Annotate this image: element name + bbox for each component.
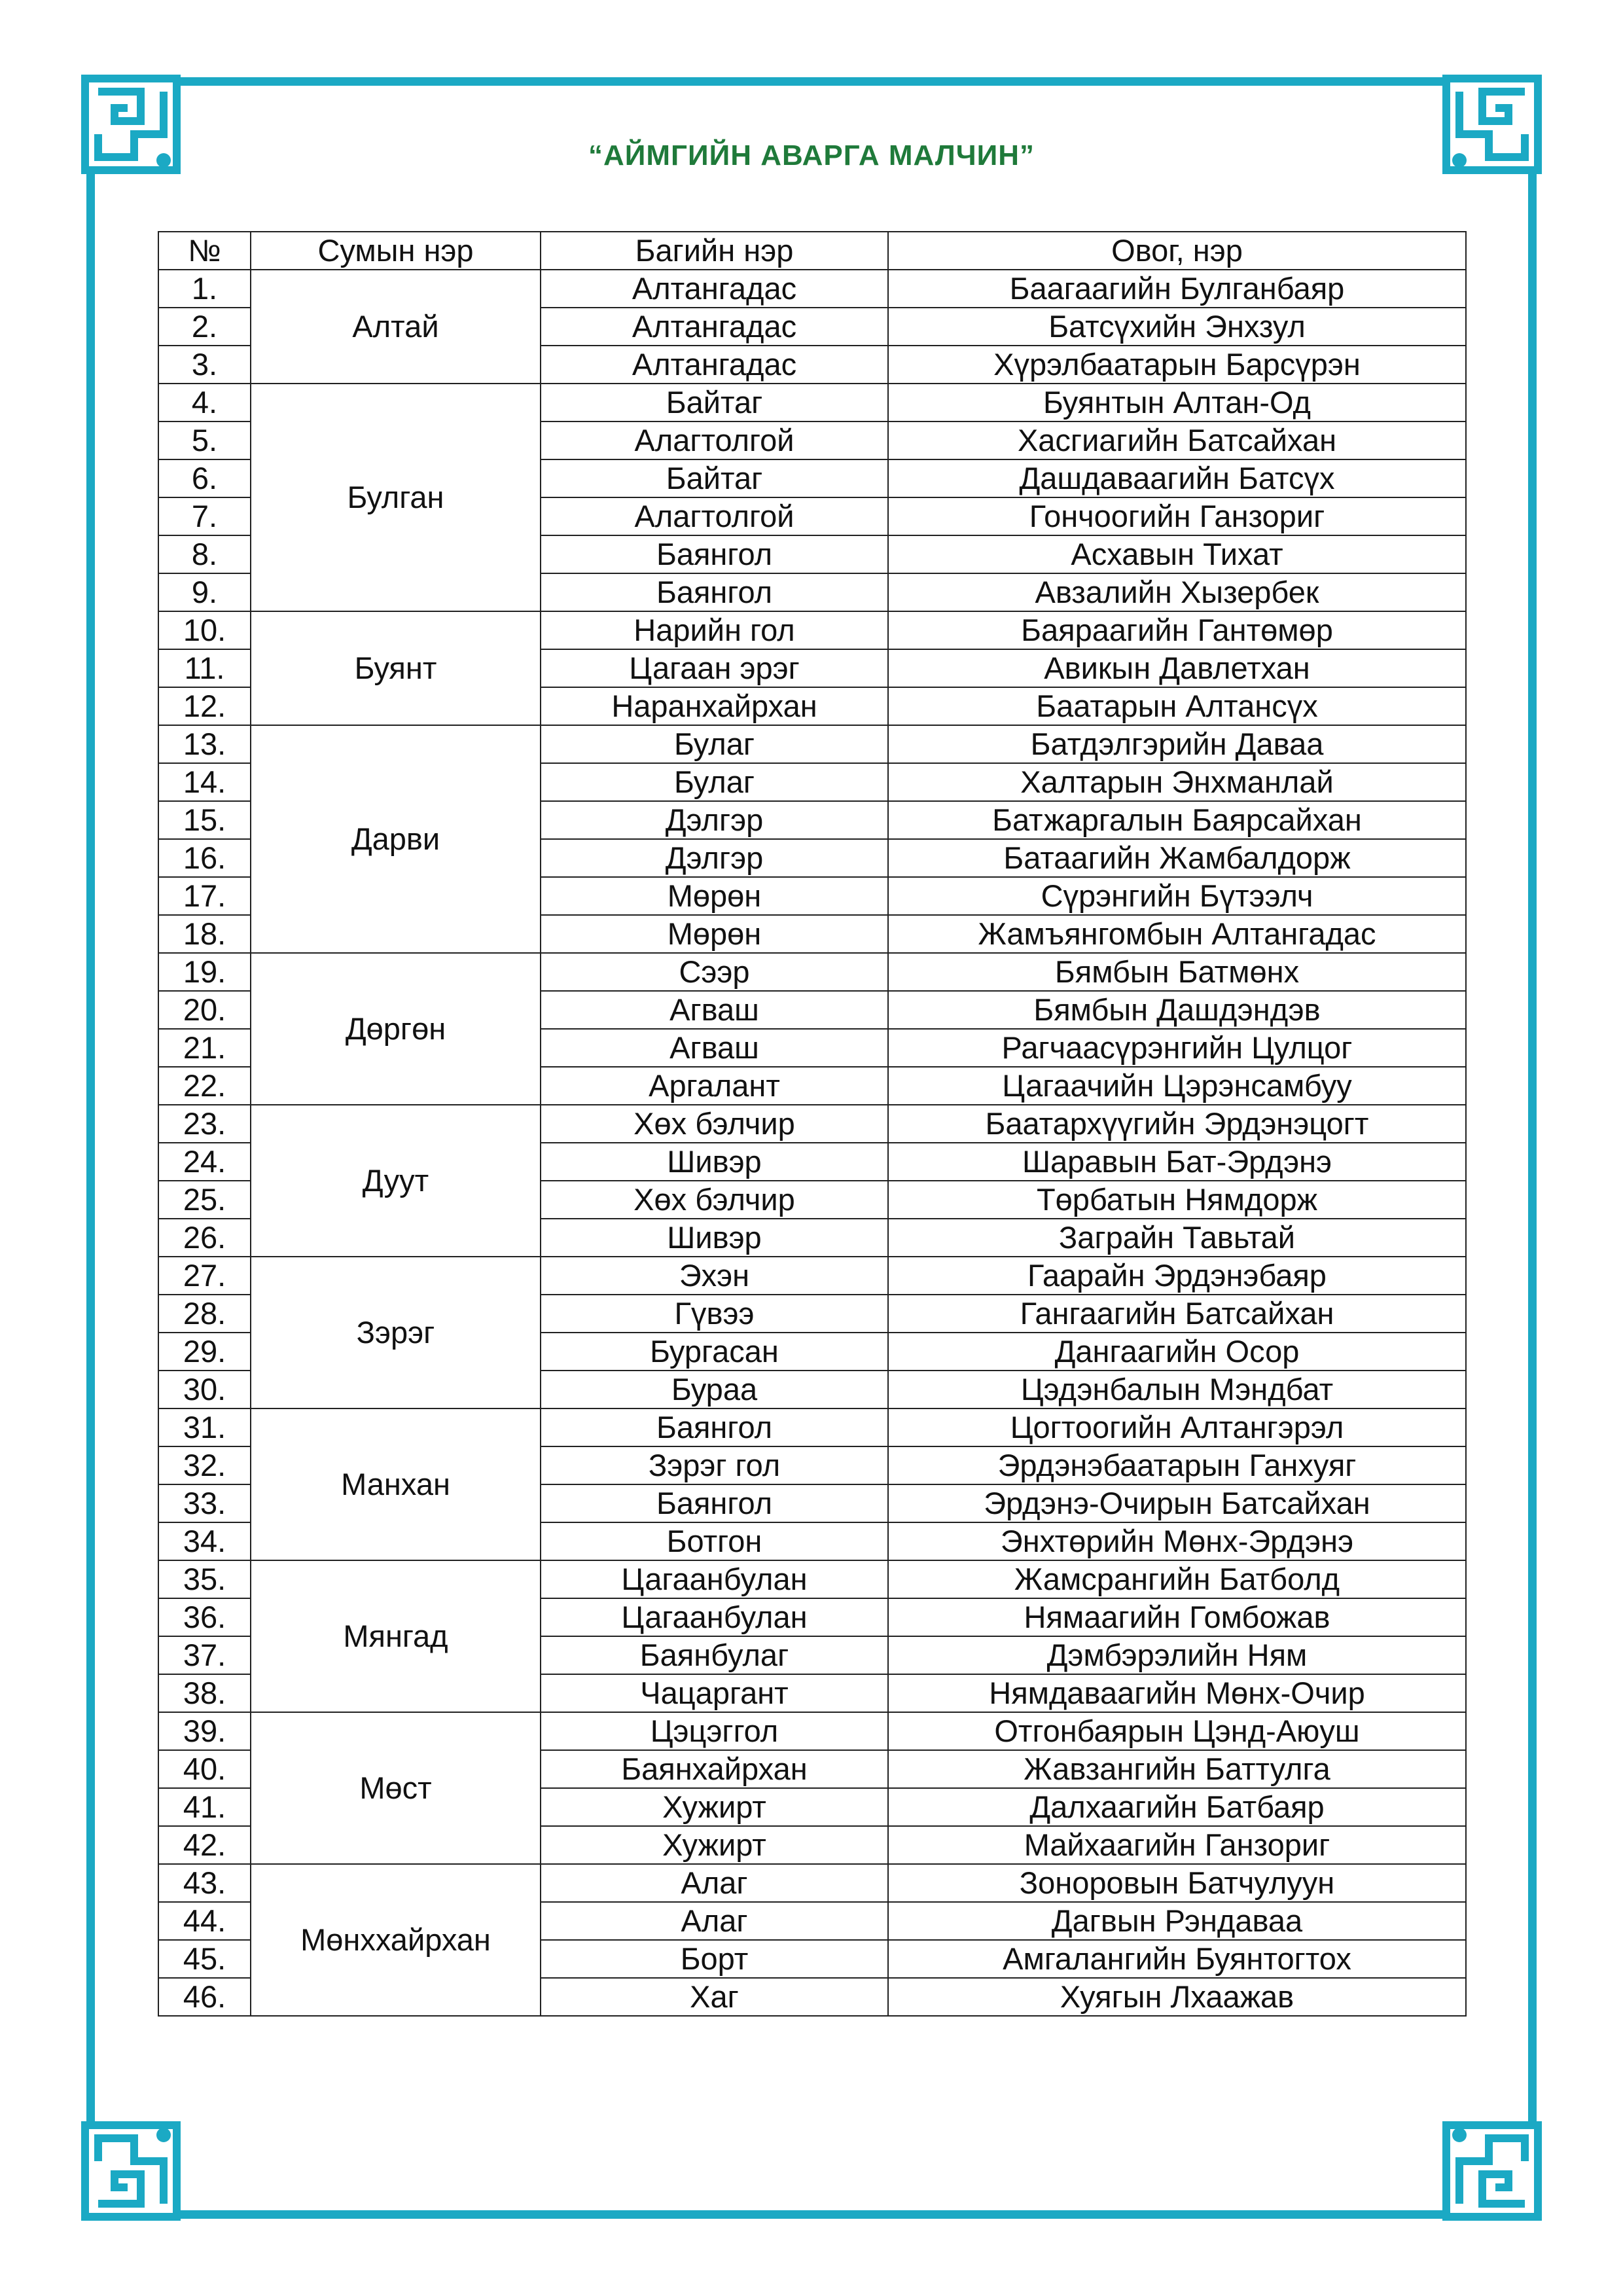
bag-name-cell: Зэрэг гол xyxy=(541,1446,888,1484)
herder-name-cell: Гангаагийн Батсайхан xyxy=(888,1295,1466,1333)
herder-name-cell: Асхавын Тихат xyxy=(888,535,1466,573)
herder-name-cell: Рагчаасүрэнгийн Цулцог xyxy=(888,1029,1466,1067)
bag-name-cell: Цагаанбулан xyxy=(541,1598,888,1636)
bag-name-cell: Хөх бэлчир xyxy=(541,1105,888,1143)
herder-name-cell: Отгонбаярын Цэнд-Аюуш xyxy=(888,1712,1466,1750)
row-number: 6. xyxy=(158,459,251,497)
row-number: 11. xyxy=(158,649,251,687)
bag-name-cell: Цагаан эрэг xyxy=(541,649,888,687)
herder-name-cell: Жамъянгомбын Алтангадас xyxy=(888,915,1466,953)
table-row xyxy=(158,270,1466,308)
bag-name-cell: Хөх бэлчир xyxy=(541,1181,888,1219)
bag-name-cell: Баянгол xyxy=(541,535,888,573)
bag-name-cell: Алтангадас xyxy=(541,270,888,308)
bag-name-cell: Алтангадас xyxy=(541,308,888,346)
herder-name-cell: Цогтоогийн Алтангэрэл xyxy=(888,1408,1466,1446)
sum-name-cell: Зэрэг xyxy=(251,1257,541,1408)
bag-name-cell: Хужирт xyxy=(541,1788,888,1826)
row-number: 16. xyxy=(158,839,251,877)
row-number: 43. xyxy=(158,1864,251,1902)
bag-name-cell: Булаг xyxy=(541,725,888,763)
bag-name-cell: Баянбулаг xyxy=(541,1636,888,1674)
row-number: 26. xyxy=(158,1219,251,1257)
row-number: 13. xyxy=(158,725,251,763)
herder-name-cell: Буянтын Алтан-Од xyxy=(888,384,1466,422)
herder-name-cell: Жамсрангийн Батболд xyxy=(888,1560,1466,1598)
row-number: 20. xyxy=(158,991,251,1029)
bag-name-cell: Цагаанбулан xyxy=(541,1560,888,1598)
row-number: 39. xyxy=(158,1712,251,1750)
bag-name-cell: Баянгол xyxy=(541,1408,888,1446)
sum-name-cell: Мөст xyxy=(251,1712,541,1864)
herder-name-cell: Баяраагийн Гантөмөр xyxy=(888,611,1466,649)
table-header-row xyxy=(158,232,1466,270)
row-number: 36. xyxy=(158,1598,251,1636)
bag-name-cell: Мөрөн xyxy=(541,877,888,915)
herder-name-cell: Бямбын Дашдэндэв xyxy=(888,991,1466,1029)
herder-name-cell: Зоноровын Батчулуун xyxy=(888,1864,1466,1902)
row-number: 5. xyxy=(158,422,251,459)
bag-name-cell: Алтангадас xyxy=(541,346,888,384)
herder-name-cell: Дангаагийн Осор xyxy=(888,1333,1466,1371)
herder-name-cell: Цэдэнбалын Мэндбат xyxy=(888,1371,1466,1408)
bag-name-cell: Мөрөн xyxy=(541,915,888,953)
table-row xyxy=(158,1560,1466,1598)
bag-name-cell: Борт xyxy=(541,1940,888,1978)
herder-name-cell: Далхаагийн Батбаяр xyxy=(888,1788,1466,1826)
row-number: 46. xyxy=(158,1978,251,2016)
row-number: 42. xyxy=(158,1826,251,1864)
row-number: 2. xyxy=(158,308,251,346)
bag-name-cell: Эхэн xyxy=(541,1257,888,1295)
bag-name-cell: Алагтолгой xyxy=(541,422,888,459)
row-number: 34. xyxy=(158,1522,251,1560)
herder-name-cell: Батдэлгэрийн Даваа xyxy=(888,725,1466,763)
herder-name-cell: Сүрэнгийн Бүтээлч xyxy=(888,877,1466,915)
row-number: 9. xyxy=(158,573,251,611)
table-row xyxy=(158,1712,1466,1750)
row-number: 33. xyxy=(158,1484,251,1522)
frame-top-border xyxy=(82,77,1541,86)
table-row xyxy=(158,1864,1466,1902)
table-row xyxy=(158,1257,1466,1295)
herder-name-cell: Гаарайн Эрдэнэбаяр xyxy=(888,1257,1466,1295)
sum-name-cell: Манхан xyxy=(251,1408,541,1560)
bag-name-cell: Баянхайрхан xyxy=(541,1750,888,1788)
row-number: 19. xyxy=(158,953,251,991)
bag-name-cell: Агваш xyxy=(541,991,888,1029)
herder-name-cell: Гончоогийн Ганзориг xyxy=(888,497,1466,535)
bag-name-cell: Ботгон xyxy=(541,1522,888,1560)
sum-name-cell: Алтай xyxy=(251,270,541,384)
frame-left-border xyxy=(86,82,95,2215)
herder-name-cell: Авзалийн Хызербек xyxy=(888,573,1466,611)
row-number: 37. xyxy=(158,1636,251,1674)
knot-ornament-icon-bottom-left xyxy=(79,2119,183,2223)
table-row xyxy=(158,384,1466,422)
row-number: 45. xyxy=(158,1940,251,1978)
herder-name-cell: Хасгиагийн Батсайхан xyxy=(888,422,1466,459)
herder-name-cell: Баатарын Алтансүх xyxy=(888,687,1466,725)
row-number: 1. xyxy=(158,270,251,308)
table-row xyxy=(158,953,1466,991)
header-sum-name: Сумын нэр xyxy=(251,232,541,270)
bag-name-cell: Шивэр xyxy=(541,1143,888,1181)
row-number: 28. xyxy=(158,1295,251,1333)
herder-name-cell: Баагаагийн Булганбаяр xyxy=(888,270,1466,308)
row-number: 17. xyxy=(158,877,251,915)
herder-name-cell: Энхтөрийн Мөнх-Эрдэнэ xyxy=(888,1522,1466,1560)
sum-name-cell: Мөнххайрхан xyxy=(251,1864,541,2016)
table-row xyxy=(158,725,1466,763)
bag-name-cell: Аргалант xyxy=(541,1067,888,1105)
row-number: 18. xyxy=(158,915,251,953)
herder-name-cell: Дэмбэрэлийн Ням xyxy=(888,1636,1466,1674)
row-number: 41. xyxy=(158,1788,251,1826)
row-number: 21. xyxy=(158,1029,251,1067)
herder-name-cell: Хуягын Лхаажав xyxy=(888,1978,1466,2016)
bag-name-cell: Алаг xyxy=(541,1864,888,1902)
herder-name-cell: Амгалангийн Буянтогтох xyxy=(888,1940,1466,1978)
herder-name-cell: Бямбын Батмөнх xyxy=(888,953,1466,991)
row-number: 29. xyxy=(158,1333,251,1371)
header-number: № xyxy=(158,232,251,270)
row-number: 44. xyxy=(158,1902,251,1940)
herder-name-cell: Эрдэнэ-Очирын Батсайхан xyxy=(888,1484,1466,1522)
row-number: 12. xyxy=(158,687,251,725)
sum-name-cell: Буянт xyxy=(251,611,541,725)
knot-ornament-icon-bottom-right xyxy=(1440,2119,1544,2223)
herder-name-cell: Батжаргалын Баярсайхан xyxy=(888,801,1466,839)
herder-name-cell: Нямаагийн Гомбожав xyxy=(888,1598,1466,1636)
header-bag-name: Багийн нэр xyxy=(541,232,888,270)
bag-name-cell: Булаг xyxy=(541,763,888,801)
row-number: 8. xyxy=(158,535,251,573)
herder-name-cell: Майхаагийн Ганзориг xyxy=(888,1826,1466,1864)
bag-name-cell: Алаг xyxy=(541,1902,888,1940)
bag-name-cell: Хужирт xyxy=(541,1826,888,1864)
bag-name-cell: Чацаргант xyxy=(541,1674,888,1712)
bag-name-cell: Алагтолгой xyxy=(541,497,888,535)
bag-name-cell: Байтаг xyxy=(541,384,888,422)
herder-name-cell: Дагвын Рэндаваа xyxy=(888,1902,1466,1940)
row-number: 31. xyxy=(158,1408,251,1446)
bag-name-cell: Сээр xyxy=(541,953,888,991)
bag-name-cell: Байтаг xyxy=(541,459,888,497)
herder-name-cell: Хүрэлбаатарын Барсүрэн xyxy=(888,346,1466,384)
bag-name-cell: Цэцэггол xyxy=(541,1712,888,1750)
row-number: 35. xyxy=(158,1560,251,1598)
bag-name-cell: Хаг xyxy=(541,1978,888,2016)
bag-name-cell: Бургасан xyxy=(541,1333,888,1371)
herder-name-cell: Батсүхийн Энхзул xyxy=(888,308,1466,346)
bag-name-cell: Дэлгэр xyxy=(541,839,888,877)
frame-right-border xyxy=(1528,82,1537,2215)
row-number: 10. xyxy=(158,611,251,649)
header-full-name: Овог, нэр xyxy=(888,232,1466,270)
sum-name-cell: Дөргөн xyxy=(251,953,541,1105)
table-body xyxy=(158,270,1466,2016)
row-number: 32. xyxy=(158,1446,251,1484)
herder-name-cell: Халтарын Энхманлай xyxy=(888,763,1466,801)
herder-name-cell: Цагаачийн Цэрэнсамбуу xyxy=(888,1067,1466,1105)
row-number: 40. xyxy=(158,1750,251,1788)
sum-name-cell: Булган xyxy=(251,384,541,611)
bag-name-cell: Нарийн гол xyxy=(541,611,888,649)
bag-name-cell: Баянгол xyxy=(541,1484,888,1522)
row-number: 22. xyxy=(158,1067,251,1105)
herder-name-cell: Заграйн Тавьтай xyxy=(888,1219,1466,1257)
bag-name-cell: Дэлгэр xyxy=(541,801,888,839)
bag-name-cell: Баянгол xyxy=(541,573,888,611)
sum-name-cell: Мянгад xyxy=(251,1560,541,1712)
table-row xyxy=(158,1408,1466,1446)
document-title: “АЙМГИЙН АВАРГА МАЛЧИН” xyxy=(588,139,1035,171)
bag-name-cell: Гүвээ xyxy=(541,1295,888,1333)
row-number: 4. xyxy=(158,384,251,422)
herder-name-cell: Авикын Давлетхан xyxy=(888,649,1466,687)
row-number: 25. xyxy=(158,1181,251,1219)
row-number: 14. xyxy=(158,763,251,801)
herder-name-cell: Жавзангийн Баттулга xyxy=(888,1750,1466,1788)
row-number: 27. xyxy=(158,1257,251,1295)
row-number: 3. xyxy=(158,346,251,384)
frame-bottom-border xyxy=(82,2210,1541,2219)
herder-name-cell: Төрбатын Нямдорж xyxy=(888,1181,1466,1219)
herders-table xyxy=(158,231,1467,2017)
herder-name-cell: Батаагийн Жамбалдорж xyxy=(888,839,1466,877)
bag-name-cell: Наранхайрхан xyxy=(541,687,888,725)
bag-name-cell: Шивэр xyxy=(541,1219,888,1257)
bag-name-cell: Агваш xyxy=(541,1029,888,1067)
row-number: 38. xyxy=(158,1674,251,1712)
herder-name-cell: Баатархүүгийн Эрдэнэцогт xyxy=(888,1105,1466,1143)
row-number: 24. xyxy=(158,1143,251,1181)
sum-name-cell: Дуут xyxy=(251,1105,541,1257)
herder-name-cell: Дашдаваагийн Батсүх xyxy=(888,459,1466,497)
row-number: 7. xyxy=(158,497,251,535)
herder-name-cell: Шаравын Бат-Эрдэнэ xyxy=(888,1143,1466,1181)
herder-name-cell: Нямдаваагийн Мөнх-Очир xyxy=(888,1674,1466,1712)
table-row xyxy=(158,1105,1466,1143)
row-number: 15. xyxy=(158,801,251,839)
row-number: 23. xyxy=(158,1105,251,1143)
sum-name-cell: Дарви xyxy=(251,725,541,953)
bag-name-cell: Бураа xyxy=(541,1371,888,1408)
table-row xyxy=(158,611,1466,649)
herder-name-cell: Эрдэнэбаатарын Ганхуяг xyxy=(888,1446,1466,1484)
row-number: 30. xyxy=(158,1371,251,1408)
